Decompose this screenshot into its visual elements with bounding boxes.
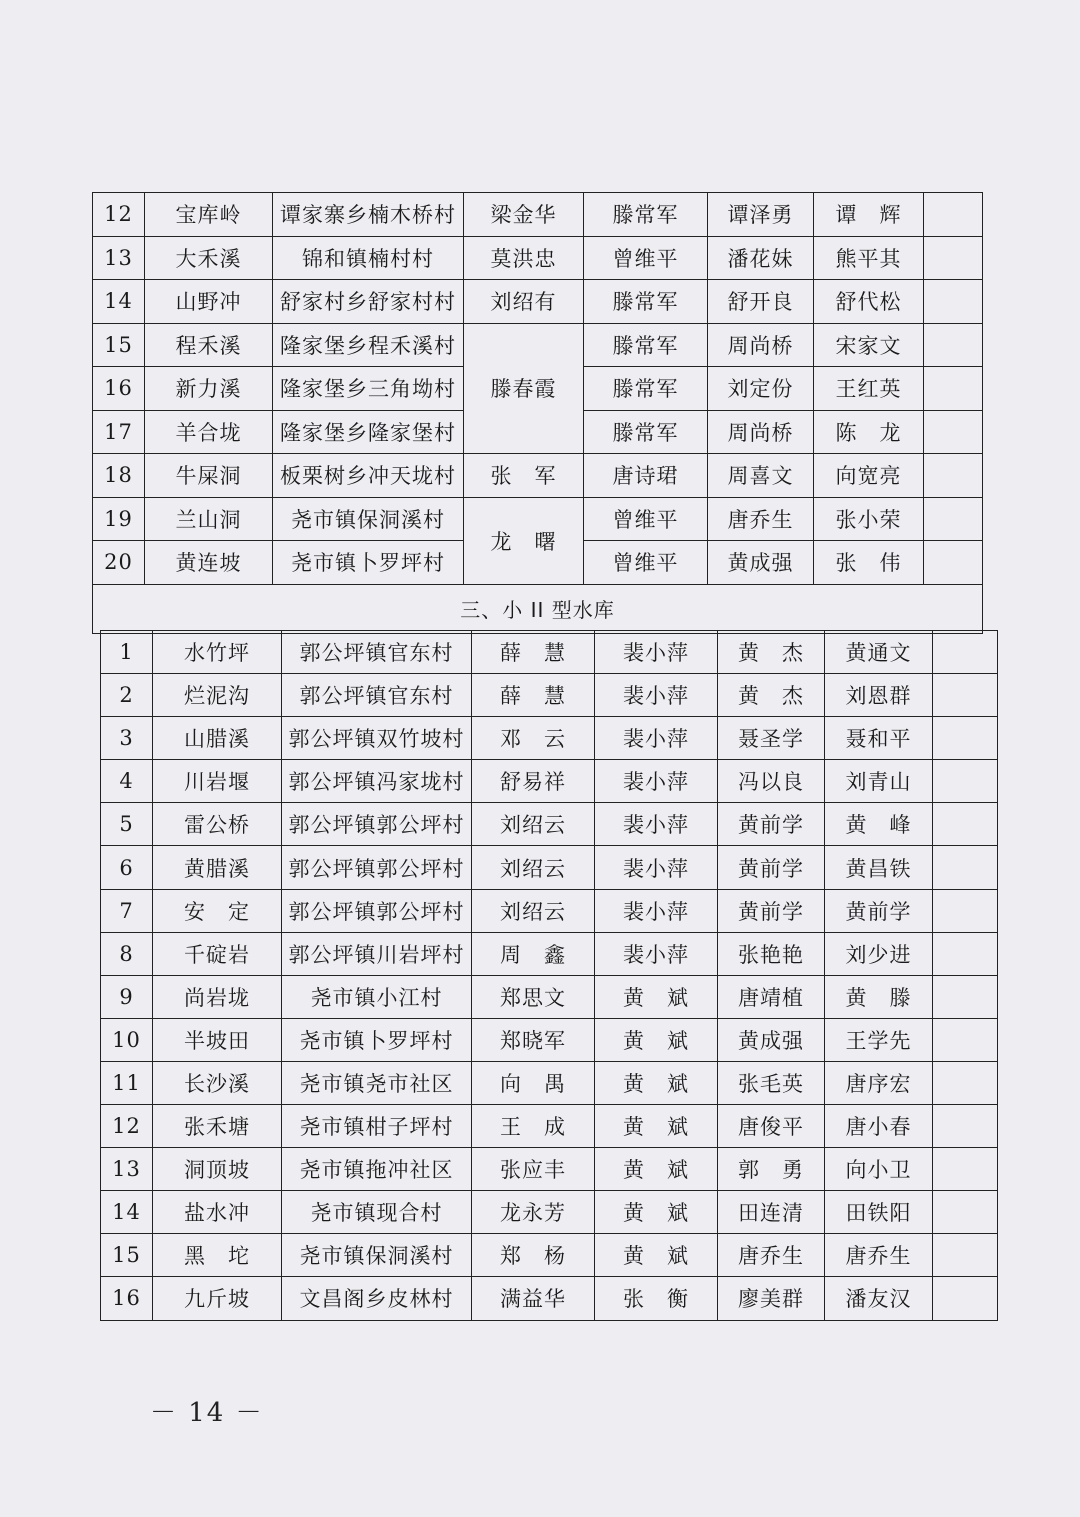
responsible-person-2: 黄 斌: [595, 1105, 718, 1148]
responsible-person-2: 黄 斌: [595, 1061, 718, 1104]
row-number: 19: [93, 497, 145, 541]
reservoir-location: 隆家堡乡三角坳村: [273, 367, 464, 411]
row-number: 7: [101, 889, 153, 932]
responsible-person-3: 周尚桥: [708, 323, 814, 367]
reservoir-location: 文昌阁乡皮林村: [282, 1277, 472, 1320]
remarks-cell: [933, 1191, 998, 1234]
responsible-person-4: 陈 龙: [814, 410, 924, 454]
reservoir-name: 黄连坡: [145, 541, 273, 585]
reservoir-location: 尧市镇拖冲社区: [282, 1148, 472, 1191]
responsible-person-1: 王 成: [472, 1105, 595, 1148]
responsible-person-2: 裴小萍: [595, 631, 718, 674]
remarks-cell: [933, 803, 998, 846]
remarks-cell: [924, 541, 983, 585]
responsible-person-4: 向小卫: [825, 1148, 933, 1191]
responsible-person-4: 唐乔生: [825, 1234, 933, 1277]
reservoir-name: 九斤坡: [153, 1277, 282, 1320]
responsible-person-4: 刘恩群: [825, 674, 933, 717]
reservoir-name: 水竹坪: [153, 631, 282, 674]
reservoir-location: 郭公坪镇冯家垅村: [282, 760, 472, 803]
reservoir-name: 尚岩垅: [153, 975, 282, 1018]
row-number: 8: [101, 932, 153, 975]
responsible-person-3: 周尚桥: [708, 410, 814, 454]
table-row: [101, 1234, 998, 1277]
responsible-person-1: 郑 杨: [472, 1234, 595, 1277]
row-number: 15: [93, 323, 145, 367]
responsible-person-1: 张应丰: [472, 1148, 595, 1191]
table-row: [101, 1061, 998, 1104]
responsible-person-1: 郑晓军: [472, 1018, 595, 1061]
remarks-cell: [924, 497, 983, 541]
reservoir-name: 山野冲: [145, 280, 273, 324]
remarks-cell: [933, 1148, 998, 1191]
reservoir-name: 兰山洞: [145, 497, 273, 541]
responsible-person-3: 黄 杰: [718, 674, 825, 717]
responsible-person-2: 黄 斌: [595, 1148, 718, 1191]
table-row: [93, 236, 983, 280]
responsible-person-3: 唐俊平: [718, 1105, 825, 1148]
remarks-cell: [933, 1061, 998, 1104]
reservoir-location: 板栗树乡冲天垅村: [273, 454, 464, 498]
table-row: [93, 497, 983, 541]
responsible-person-4: 黄昌铁: [825, 846, 933, 889]
responsible-person-1-merged: 滕春霞: [464, 323, 584, 454]
row-number: 4: [101, 760, 153, 803]
responsible-person-1: 郑思文: [472, 975, 595, 1018]
responsible-person-2: 裴小萍: [595, 717, 718, 760]
page-number: － 14 －: [150, 1398, 264, 1428]
row-number: 5: [101, 803, 153, 846]
responsible-person-4: 谭 辉: [814, 193, 924, 237]
responsible-person-2: 裴小萍: [595, 846, 718, 889]
remarks-cell: [933, 760, 998, 803]
remarks-cell: [924, 236, 983, 280]
responsible-person-2: 裴小萍: [595, 889, 718, 932]
reservoir-location: 隆家堡乡隆家堡村: [273, 410, 464, 454]
reservoir-location: 郭公坪镇川岩坪村: [282, 932, 472, 975]
reservoir-location: 锦和镇楠村村: [273, 236, 464, 280]
table-row: [101, 717, 998, 760]
row-number: 6: [101, 846, 153, 889]
remarks-cell: [933, 1277, 998, 1320]
row-number: 1: [101, 631, 153, 674]
responsible-person-3: 廖美群: [718, 1277, 825, 1320]
table-row: [93, 193, 983, 237]
responsible-person-3: 唐靖植: [718, 975, 825, 1018]
responsible-person-1: 刘绍云: [472, 803, 595, 846]
row-number: 10: [101, 1018, 153, 1061]
table-row: [101, 631, 998, 674]
responsible-person-3: 黄 杰: [718, 631, 825, 674]
reservoir-name: 山腊溪: [153, 717, 282, 760]
table-row: [101, 1191, 998, 1234]
reservoir-location: 郭公坪镇郭公坪村: [282, 846, 472, 889]
reservoir-name: 黄腊溪: [153, 846, 282, 889]
responsible-person-4: 田铁阳: [825, 1191, 933, 1234]
responsible-person-3: 聂圣学: [718, 717, 825, 760]
reservoir-location: 郭公坪镇双竹坡村: [282, 717, 472, 760]
responsible-person-2: 裴小萍: [595, 674, 718, 717]
responsible-person-1-merged: 龙 曙: [464, 497, 584, 584]
row-number: 12: [101, 1105, 153, 1148]
remarks-cell: [933, 1234, 998, 1277]
responsible-person-1: 薛 慧: [472, 674, 595, 717]
remarks-cell: [933, 889, 998, 932]
reservoir-location: 尧市镇保洞溪村: [273, 497, 464, 541]
reservoir-name: 羊合垅: [145, 410, 273, 454]
remarks-cell: [924, 280, 983, 324]
table-row: [101, 674, 998, 717]
responsible-person-2: 滕常军: [584, 367, 708, 411]
reservoir-location: 尧市镇现合村: [282, 1191, 472, 1234]
responsible-person-3: 黄前学: [718, 803, 825, 846]
reservoir-name: 黑 坨: [153, 1234, 282, 1277]
responsible-person-2: 滕常军: [584, 280, 708, 324]
remarks-cell: [933, 674, 998, 717]
responsible-person-2: 曾维平: [584, 236, 708, 280]
reservoir-location: 郭公坪镇郭公坪村: [282, 803, 472, 846]
remarks-cell: [924, 367, 983, 411]
table-row: [101, 1105, 998, 1148]
table-row: [101, 846, 998, 889]
responsible-person-3: 黄成强: [718, 1018, 825, 1061]
responsible-person-2: 曾维平: [584, 541, 708, 585]
responsible-person-3: 刘定份: [708, 367, 814, 411]
responsible-person-4: 舒代松: [814, 280, 924, 324]
remarks-cell: [933, 631, 998, 674]
responsible-person-3: 黄前学: [718, 846, 825, 889]
responsible-person-1: 向 禺: [472, 1061, 595, 1104]
remarks-cell: [933, 1018, 998, 1061]
remarks-cell: [924, 454, 983, 498]
row-number: 18: [93, 454, 145, 498]
reservoir-name: 盐水冲: [153, 1191, 282, 1234]
responsible-person-2: 曾维平: [584, 497, 708, 541]
responsible-person-1: 刘绍有: [464, 280, 584, 324]
row-number: 20: [93, 541, 145, 585]
responsible-person-1: 满益华: [472, 1277, 595, 1320]
remarks-cell: [933, 1105, 998, 1148]
row-number: 13: [101, 1148, 153, 1191]
responsible-person-4: 黄前学: [825, 889, 933, 932]
table-row: [101, 1277, 998, 1320]
reservoir-location: 谭家寨乡楠木桥村: [273, 193, 464, 237]
row-number: 15: [101, 1234, 153, 1277]
responsible-person-1: 龙永芳: [472, 1191, 595, 1234]
responsible-person-1: 薛 慧: [472, 631, 595, 674]
responsible-person-3: 潘花妹: [708, 236, 814, 280]
reservoir-location: 郭公坪镇官东村: [282, 674, 472, 717]
responsible-person-3: 唐乔生: [718, 1234, 825, 1277]
remarks-cell: [924, 193, 983, 237]
reservoir-location: 尧市镇卜罗坪村: [273, 541, 464, 585]
responsible-person-4: 张小荣: [814, 497, 924, 541]
reservoir-location: 尧市镇小江村: [282, 975, 472, 1018]
reservoir-name: 宝库岭: [145, 193, 273, 237]
table-row: [101, 975, 998, 1018]
responsible-person-2: 滕常军: [584, 410, 708, 454]
responsible-person-3: 黄前学: [718, 889, 825, 932]
responsible-person-3: 舒开良: [708, 280, 814, 324]
row-number: 12: [93, 193, 145, 237]
responsible-person-2: 裴小萍: [595, 803, 718, 846]
responsible-person-4: 王红英: [814, 367, 924, 411]
reservoir-location: 隆家堡乡程禾溪村: [273, 323, 464, 367]
reservoir-table-continued: [92, 192, 983, 634]
section-title: 三、小 II 型水库: [93, 584, 983, 633]
reservoir-name: 千碇岩: [153, 932, 282, 975]
reservoir-name: 牛屎洞: [145, 454, 273, 498]
remarks-cell: [924, 410, 983, 454]
responsible-person-4: 唐序宏: [825, 1061, 933, 1104]
responsible-person-2: 滕常军: [584, 323, 708, 367]
table-row: [101, 889, 998, 932]
responsible-person-3: 冯以良: [718, 760, 825, 803]
responsible-person-3: 张艳艳: [718, 932, 825, 975]
reservoir-name: 雷公桥: [153, 803, 282, 846]
reservoir-name: 洞顶坡: [153, 1148, 282, 1191]
responsible-person-1: 莫洪忠: [464, 236, 584, 280]
remarks-cell: [933, 975, 998, 1018]
remarks-cell: [933, 846, 998, 889]
responsible-person-4: 刘少进: [825, 932, 933, 975]
table-row: [93, 323, 983, 367]
responsible-person-1: 舒易祥: [472, 760, 595, 803]
table-row: [101, 932, 998, 975]
responsible-person-2: 黄 斌: [595, 1191, 718, 1234]
responsible-person-3: 田连清: [718, 1191, 825, 1234]
responsible-person-2: 张 衡: [595, 1277, 718, 1320]
responsible-person-3: 郭 勇: [718, 1148, 825, 1191]
responsible-person-4: 黄 峰: [825, 803, 933, 846]
table-row: [101, 803, 998, 846]
small-reservoir-table: [100, 630, 998, 1321]
reservoir-location: 郭公坪镇郭公坪村: [282, 889, 472, 932]
responsible-person-2: 唐诗珺: [584, 454, 708, 498]
responsible-person-4: 宋家文: [814, 323, 924, 367]
responsible-person-4: 张 伟: [814, 541, 924, 585]
responsible-person-4: 刘青山: [825, 760, 933, 803]
row-number: 13: [93, 236, 145, 280]
row-number: 14: [93, 280, 145, 324]
reservoir-location: 尧市镇保洞溪村: [282, 1234, 472, 1277]
reservoir-name: 川岩堰: [153, 760, 282, 803]
responsible-person-4: 黄通文: [825, 631, 933, 674]
row-number: 16: [101, 1277, 153, 1320]
row-number: 11: [101, 1061, 153, 1104]
responsible-person-4: 熊平其: [814, 236, 924, 280]
table-row: [101, 1148, 998, 1191]
reservoir-name: 新力溪: [145, 367, 273, 411]
reservoir-name: 安 定: [153, 889, 282, 932]
responsible-person-4: 潘友汉: [825, 1277, 933, 1320]
row-number: 16: [93, 367, 145, 411]
reservoir-name: 程禾溪: [145, 323, 273, 367]
reservoir-location: 尧市镇尧市社区: [282, 1061, 472, 1104]
responsible-person-1: 张 军: [464, 454, 584, 498]
table-row: [93, 280, 983, 324]
responsible-person-2: 黄 斌: [595, 1018, 718, 1061]
responsible-person-3: 周喜文: [708, 454, 814, 498]
responsible-person-2: 裴小萍: [595, 760, 718, 803]
responsible-person-2: 滕常军: [584, 193, 708, 237]
table-row: [101, 1018, 998, 1061]
responsible-person-4: 王学先: [825, 1018, 933, 1061]
section-header-row: [93, 584, 983, 633]
table-row: [93, 454, 983, 498]
remarks-cell: [933, 932, 998, 975]
responsible-person-2: 黄 斌: [595, 975, 718, 1018]
reservoir-name: 长沙溪: [153, 1061, 282, 1104]
responsible-person-1: 刘绍云: [472, 889, 595, 932]
reservoir-location: 舒家村乡舒家村村: [273, 280, 464, 324]
reservoir-location: 郭公坪镇官东村: [282, 631, 472, 674]
responsible-person-4: 向宽亮: [814, 454, 924, 498]
responsible-person-3: 黄成强: [708, 541, 814, 585]
row-number: 3: [101, 717, 153, 760]
row-number: 17: [93, 410, 145, 454]
responsible-person-1: 刘绍云: [472, 846, 595, 889]
reservoir-name: 大禾溪: [145, 236, 273, 280]
row-number: 9: [101, 975, 153, 1018]
reservoir-location: 尧市镇柑子坪村: [282, 1105, 472, 1148]
responsible-person-2: 黄 斌: [595, 1234, 718, 1277]
responsible-person-3: 张毛英: [718, 1061, 825, 1104]
reservoir-name: 张禾塘: [153, 1105, 282, 1148]
responsible-person-1: 邓 云: [472, 717, 595, 760]
remarks-cell: [933, 717, 998, 760]
responsible-person-2: 裴小萍: [595, 932, 718, 975]
responsible-person-4: 黄 滕: [825, 975, 933, 1018]
responsible-person-1: 周 鑫: [472, 932, 595, 975]
responsible-person-1: 梁金华: [464, 193, 584, 237]
responsible-person-3: 谭泽勇: [708, 193, 814, 237]
table-row: [101, 760, 998, 803]
remarks-cell: [924, 323, 983, 367]
row-number: 14: [101, 1191, 153, 1234]
reservoir-location: 尧市镇卜罗坪村: [282, 1018, 472, 1061]
row-number: 2: [101, 674, 153, 717]
reservoir-name: 烂泥沟: [153, 674, 282, 717]
responsible-person-4: 聂和平: [825, 717, 933, 760]
responsible-person-4: 唐小春: [825, 1105, 933, 1148]
reservoir-name: 半坡田: [153, 1018, 282, 1061]
responsible-person-3: 唐乔生: [708, 497, 814, 541]
